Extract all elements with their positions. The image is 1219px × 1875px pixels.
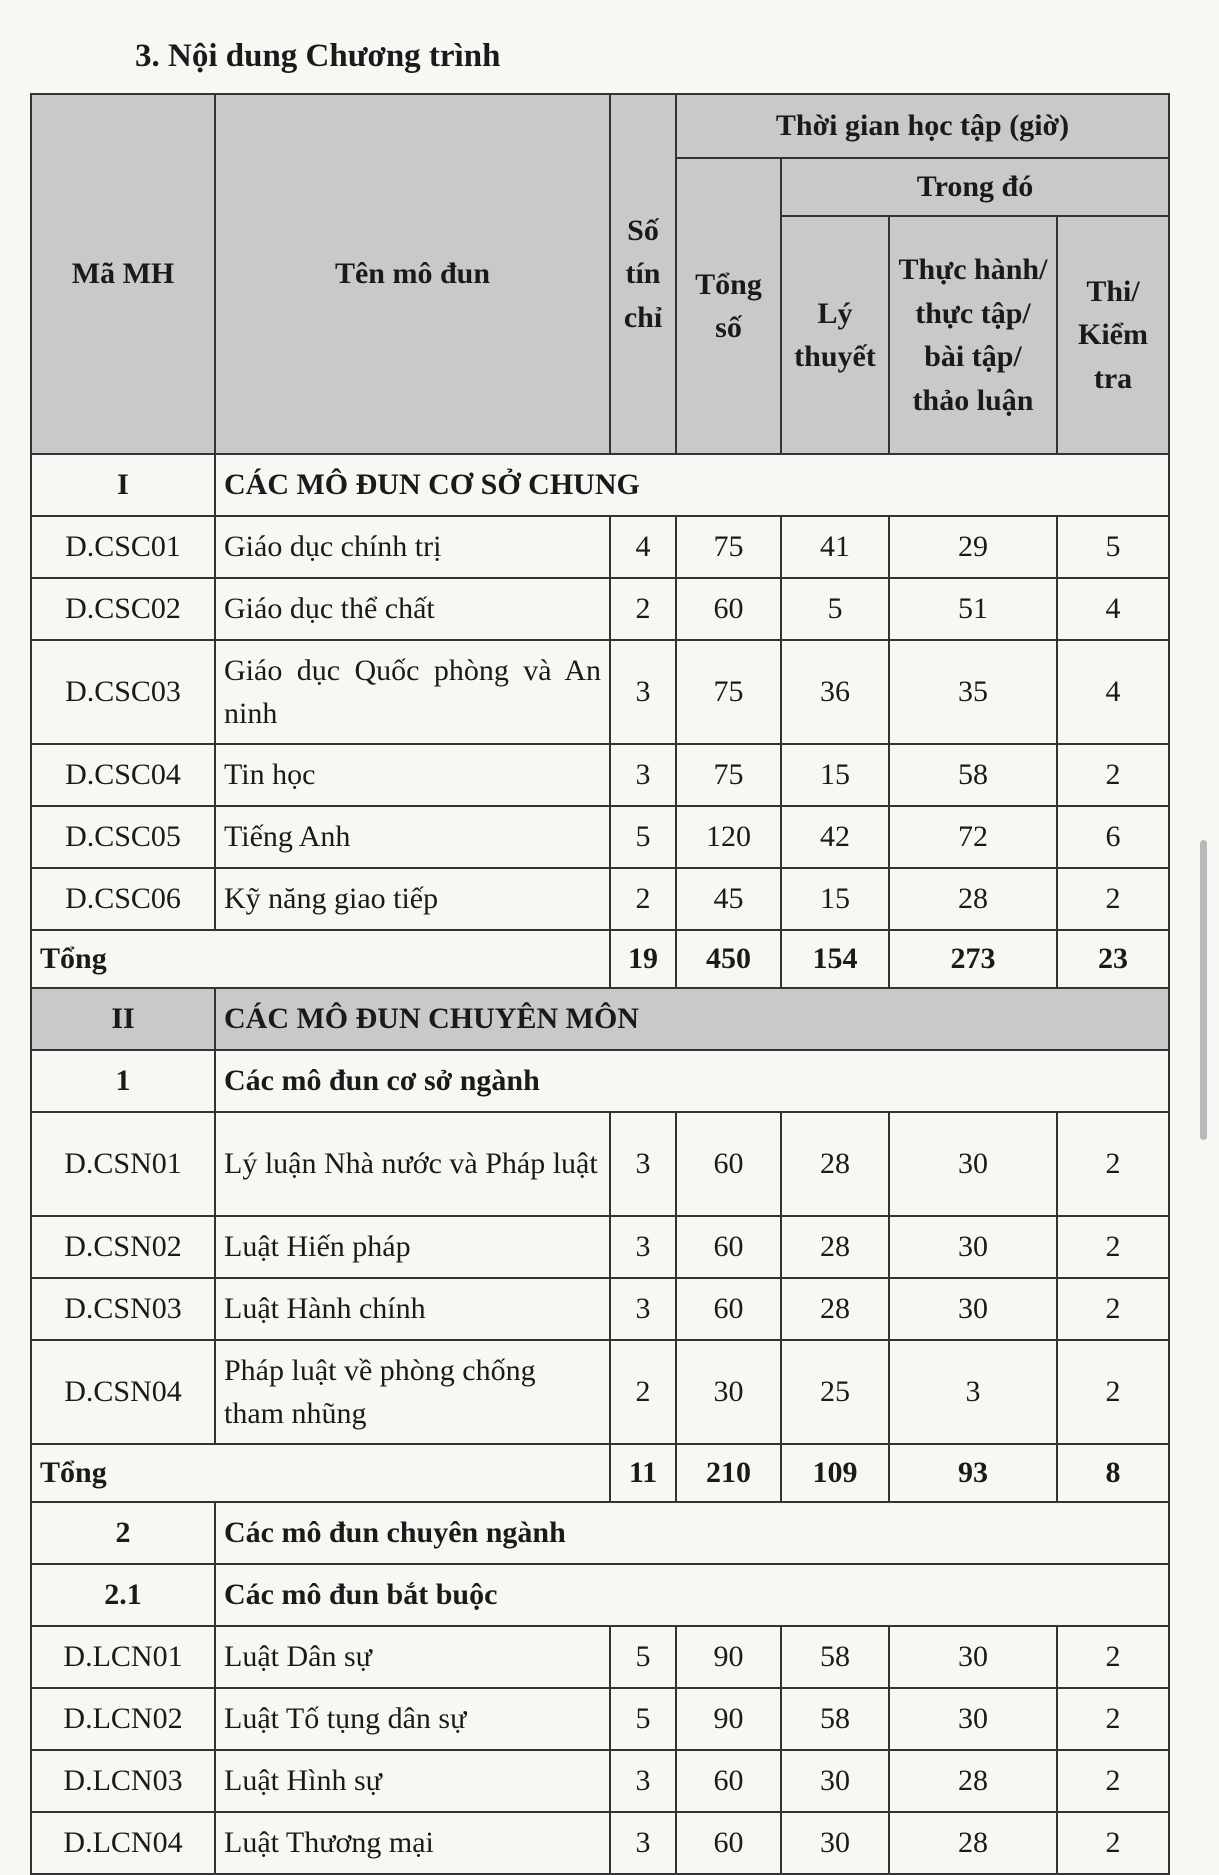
total-theory: 109 xyxy=(781,1444,889,1502)
section-title: 3. Nội dung Chương trình xyxy=(135,38,501,74)
module-name: Pháp luật về phòng chống tham nhũng xyxy=(215,1340,610,1444)
module-theory: 28 xyxy=(781,1278,889,1340)
module-name: Luật Hình sự xyxy=(215,1750,610,1812)
module-practice: 30 xyxy=(889,1216,1057,1278)
module-exam: 2 xyxy=(1057,1216,1169,1278)
module-credits: 5 xyxy=(610,1626,676,1688)
module-theory: 15 xyxy=(781,744,889,806)
module-name: Luật Hiến pháp xyxy=(215,1216,610,1278)
module-total: 90 xyxy=(676,1626,781,1688)
header-total: Tổng số xyxy=(676,158,781,454)
module-theory: 41 xyxy=(781,516,889,578)
module-name: Kỹ năng giao tiếp xyxy=(215,868,610,930)
group-row xyxy=(31,454,1169,516)
group-title: CÁC MÔ ĐUN CƠ SỞ CHUNG xyxy=(215,454,1169,516)
header-code: Mã MH xyxy=(31,94,215,454)
module-code: D.LCN04 xyxy=(31,1812,215,1874)
header-exam: Thi/ Kiểm tra xyxy=(1057,216,1169,454)
module-code: D.CSC06 xyxy=(31,868,215,930)
table-row xyxy=(31,1750,1169,1812)
module-credits: 3 xyxy=(610,1112,676,1216)
header-theory: Lý thuyết xyxy=(781,216,889,454)
subgroup-code: 1 xyxy=(31,1050,215,1112)
module-name: Giáo dục thể chất xyxy=(215,578,610,640)
total-hours: 210 xyxy=(676,1444,781,1502)
module-total: 120 xyxy=(676,806,781,868)
module-name: Luật Tố tụng dân sự xyxy=(215,1688,610,1750)
module-code: D.CSN03 xyxy=(31,1278,215,1340)
module-credits: 2 xyxy=(610,868,676,930)
module-exam: 2 xyxy=(1057,1812,1169,1874)
module-theory: 42 xyxy=(781,806,889,868)
module-practice: 30 xyxy=(889,1688,1057,1750)
table-row xyxy=(31,1278,1169,1340)
module-exam: 6 xyxy=(1057,806,1169,868)
module-name: Tin học xyxy=(215,744,610,806)
module-name: Giáo dục Quốc phòng và An ninh xyxy=(215,640,610,744)
group-title: CÁC MÔ ĐUN CHUYÊN MÔN xyxy=(215,988,1169,1050)
module-exam: 2 xyxy=(1057,1112,1169,1216)
module-exam: 4 xyxy=(1057,640,1169,744)
scrollbar[interactable] xyxy=(1200,840,1207,1140)
subgroup-row xyxy=(31,1564,1169,1626)
module-total: 60 xyxy=(676,1112,781,1216)
module-credits: 3 xyxy=(610,744,676,806)
table-row xyxy=(31,1112,1169,1216)
module-exam: 2 xyxy=(1057,868,1169,930)
module-theory: 5 xyxy=(781,578,889,640)
header-of-which: Trong đó xyxy=(781,158,1169,216)
total-exam: 23 xyxy=(1057,930,1169,988)
module-name: Luật Dân sự xyxy=(215,1626,610,1688)
module-total: 90 xyxy=(676,1688,781,1750)
total-theory: 154 xyxy=(781,930,889,988)
module-practice: 72 xyxy=(889,806,1057,868)
module-total: 75 xyxy=(676,516,781,578)
table-row xyxy=(31,1812,1169,1874)
module-exam: 2 xyxy=(1057,1750,1169,1812)
module-exam: 2 xyxy=(1057,744,1169,806)
table-row xyxy=(31,744,1169,806)
module-practice: 30 xyxy=(889,1626,1057,1688)
table-row xyxy=(31,868,1169,930)
module-name: Tiếng Anh xyxy=(215,806,610,868)
total-exam: 8 xyxy=(1057,1444,1169,1502)
module-practice: 58 xyxy=(889,744,1057,806)
total-label: Tổng xyxy=(31,930,610,988)
module-credits: 5 xyxy=(610,1688,676,1750)
module-name: Luật Thương mại xyxy=(215,1812,610,1874)
module-practice: 30 xyxy=(889,1112,1057,1216)
module-credits: 2 xyxy=(610,1340,676,1444)
module-total: 60 xyxy=(676,1812,781,1874)
subgroup-title: Các mô đun bắt buộc xyxy=(215,1564,1169,1626)
module-total: 30 xyxy=(676,1340,781,1444)
total-credits: 11 xyxy=(610,1444,676,1502)
module-total: 75 xyxy=(676,744,781,806)
module-exam: 2 xyxy=(1057,1278,1169,1340)
subgroup-code: 2.1 xyxy=(31,1564,215,1626)
table-row xyxy=(31,516,1169,578)
subgroup-title: Các mô đun chuyên ngành xyxy=(215,1502,1169,1564)
table-row xyxy=(31,578,1169,640)
module-total: 60 xyxy=(676,1216,781,1278)
module-total: 60 xyxy=(676,1278,781,1340)
group-code: II xyxy=(31,988,215,1050)
total-row xyxy=(31,1444,1169,1502)
module-credits: 5 xyxy=(610,806,676,868)
module-credits: 3 xyxy=(610,1278,676,1340)
header-time: Thời gian học tập (giờ) xyxy=(676,94,1169,158)
table-row xyxy=(31,640,1169,744)
module-theory: 58 xyxy=(781,1626,889,1688)
module-name: Giáo dục chính trị xyxy=(215,516,610,578)
module-theory: 30 xyxy=(781,1812,889,1874)
module-theory: 30 xyxy=(781,1750,889,1812)
total-label: Tổng xyxy=(31,1444,610,1502)
module-code: D.LCN02 xyxy=(31,1688,215,1750)
module-name: Lý luận Nhà nước và Pháp luật xyxy=(215,1112,610,1216)
module-practice: 28 xyxy=(889,1812,1057,1874)
module-exam: 2 xyxy=(1057,1340,1169,1444)
module-total: 60 xyxy=(676,1750,781,1812)
total-practice: 273 xyxy=(889,930,1057,988)
module-theory: 36 xyxy=(781,640,889,744)
module-code: D.CSC01 xyxy=(31,516,215,578)
table-row xyxy=(31,1340,1169,1444)
module-credits: 3 xyxy=(610,640,676,744)
module-exam: 4 xyxy=(1057,578,1169,640)
table-row xyxy=(31,1216,1169,1278)
module-practice: 29 xyxy=(889,516,1057,578)
total-row xyxy=(31,930,1169,988)
module-practice: 51 xyxy=(889,578,1057,640)
total-practice: 93 xyxy=(889,1444,1057,1502)
subgroup-row xyxy=(31,1502,1169,1564)
module-theory: 58 xyxy=(781,1688,889,1750)
module-code: D.LCN01 xyxy=(31,1626,215,1688)
subgroup-row xyxy=(31,1050,1169,1112)
module-total: 75 xyxy=(676,640,781,744)
table-row xyxy=(31,1688,1169,1750)
group-code: I xyxy=(31,454,215,516)
module-code: D.CSC05 xyxy=(31,806,215,868)
table-row xyxy=(31,806,1169,868)
module-theory: 15 xyxy=(781,868,889,930)
module-exam: 2 xyxy=(1057,1688,1169,1750)
module-code: D.CSC02 xyxy=(31,578,215,640)
module-practice: 30 xyxy=(889,1278,1057,1340)
header-credits: Số tín chỉ xyxy=(610,94,676,454)
table-header xyxy=(31,94,1169,454)
module-code: D.CSC04 xyxy=(31,744,215,806)
header-name: Tên mô đun xyxy=(215,94,610,454)
module-credits: 3 xyxy=(610,1216,676,1278)
module-theory: 25 xyxy=(781,1340,889,1444)
subgroup-code: 2 xyxy=(31,1502,215,1564)
module-practice: 28 xyxy=(889,1750,1057,1812)
total-hours: 450 xyxy=(676,930,781,988)
module-exam: 5 xyxy=(1057,516,1169,578)
module-practice: 28 xyxy=(889,868,1057,930)
module-code: D.CSC03 xyxy=(31,640,215,744)
module-theory: 28 xyxy=(781,1216,889,1278)
module-total: 60 xyxy=(676,578,781,640)
total-credits: 19 xyxy=(610,930,676,988)
module-practice: 35 xyxy=(889,640,1057,744)
header-practice: Thực hành/ thực tập/ bài tập/ thảo luận xyxy=(889,216,1057,454)
curriculum-table xyxy=(30,93,1170,1875)
module-credits: 3 xyxy=(610,1812,676,1874)
module-theory: 28 xyxy=(781,1112,889,1216)
subgroup-title: Các mô đun cơ sở ngành xyxy=(215,1050,1169,1112)
module-credits: 2 xyxy=(610,578,676,640)
module-name: Luật Hành chính xyxy=(215,1278,610,1340)
module-credits: 3 xyxy=(610,1750,676,1812)
module-total: 45 xyxy=(676,868,781,930)
module-code: D.CSN01 xyxy=(31,1112,215,1216)
group-row xyxy=(31,988,1169,1050)
module-code: D.CSN04 xyxy=(31,1340,215,1444)
module-credits: 4 xyxy=(610,516,676,578)
module-exam: 2 xyxy=(1057,1626,1169,1688)
table-row xyxy=(31,1626,1169,1688)
module-code: D.LCN03 xyxy=(31,1750,215,1812)
module-practice: 3 xyxy=(889,1340,1057,1444)
module-code: D.CSN02 xyxy=(31,1216,215,1278)
